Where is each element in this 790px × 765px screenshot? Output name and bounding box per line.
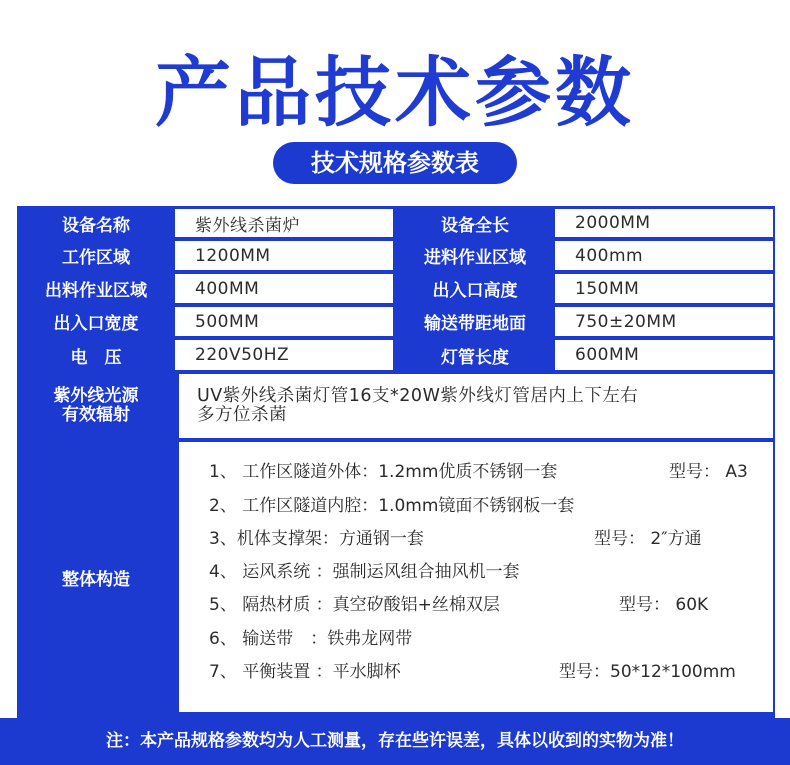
- label-entry-width: 出入口宽度: [19, 307, 173, 336]
- label-device-length: 设备全长: [397, 209, 553, 237]
- structure-item: [209, 457, 769, 485]
- structure-item-text: 6、 输送带 ：铁弗龙网带: [209, 629, 413, 649]
- value-uv-source-line2: 多方位杀菌: [197, 405, 287, 425]
- label-uv-source-line1: 紫外线光源: [53, 386, 139, 406]
- structure-item-text: 3、机体支撑架：方通钢一套: [209, 529, 424, 549]
- value-uv-source: [179, 374, 773, 438]
- disclaimer-note: 注：本产品规格参数均为人工测量，存在些许误差，具体以收到的实物为准！: [0, 718, 790, 765]
- structure-item-text: 5、 隔热材质 ：真空矽酸铝+丝棉双层: [209, 595, 500, 615]
- structure-item-model: 型号：50*12*100mm: [559, 662, 736, 682]
- value-device-length: 2000MM: [555, 209, 773, 237]
- label-uv-source: [19, 374, 173, 438]
- value-discharge-area: 400MM: [175, 274, 393, 303]
- label-discharge-area: 出料作业区域: [19, 274, 173, 303]
- structure-item: [209, 491, 769, 519]
- value-device-name: 紫外线杀菌炉: [175, 209, 393, 237]
- structure-item: [209, 590, 769, 618]
- structure-item: [209, 524, 769, 552]
- label-lamp-length: 灯管长度: [397, 340, 553, 370]
- structure-item-model: 型号： 60K: [619, 595, 709, 615]
- value-voltage: 220V50HZ: [175, 340, 393, 370]
- structure-list: [179, 442, 773, 712]
- value-feed-area: 400mm: [555, 241, 773, 270]
- value-uv-source-line1: UV紫外线杀菌灯管16支*20W紫外线灯管居内上下左右: [197, 386, 639, 406]
- label-belt-height: 输送带距地面: [397, 307, 553, 336]
- value-entry-width: 500MM: [175, 307, 393, 336]
- label-work-area: 工作区域: [19, 241, 173, 270]
- value-belt-height: 750±20MM: [555, 307, 773, 336]
- structure-item: [209, 557, 769, 585]
- value-work-area: 1200MM: [175, 241, 393, 270]
- label-uv-source-line2: 有效辐射: [62, 405, 130, 425]
- value-entry-height: 150MM: [555, 274, 773, 303]
- spec-table: [17, 206, 775, 718]
- structure-item-model: 型号： A3: [669, 462, 748, 482]
- value-lamp-length: 600MM: [555, 340, 773, 370]
- label-entry-height: 出入口高度: [397, 274, 553, 303]
- structure-item-text: 1、 工作区隧道外体：1.2mm优质不锈钢一套: [209, 462, 558, 482]
- label-structure: 整体构造: [19, 442, 173, 712]
- page-title: 产品技术参数: [155, 48, 635, 137]
- structure-item-text: 7、 平衡装置 ：平水脚杯: [209, 662, 401, 682]
- table-subtitle: 技术规格参数表: [273, 142, 517, 184]
- label-feed-area: 进料作业区域: [397, 241, 553, 270]
- structure-item-text: 4、 运风系统 ：强制运风组合抽风机一套: [209, 562, 520, 582]
- structure-item-text: 2、 工作区隧道内腔：1.0mm镜面不锈钢板一套: [209, 496, 575, 516]
- structure-item-model: 型号： 2″方通: [594, 529, 702, 549]
- label-device-name: 设备名称: [19, 209, 173, 237]
- structure-item: [209, 657, 769, 685]
- structure-item: [209, 624, 769, 652]
- label-voltage: 电 压: [19, 340, 173, 370]
